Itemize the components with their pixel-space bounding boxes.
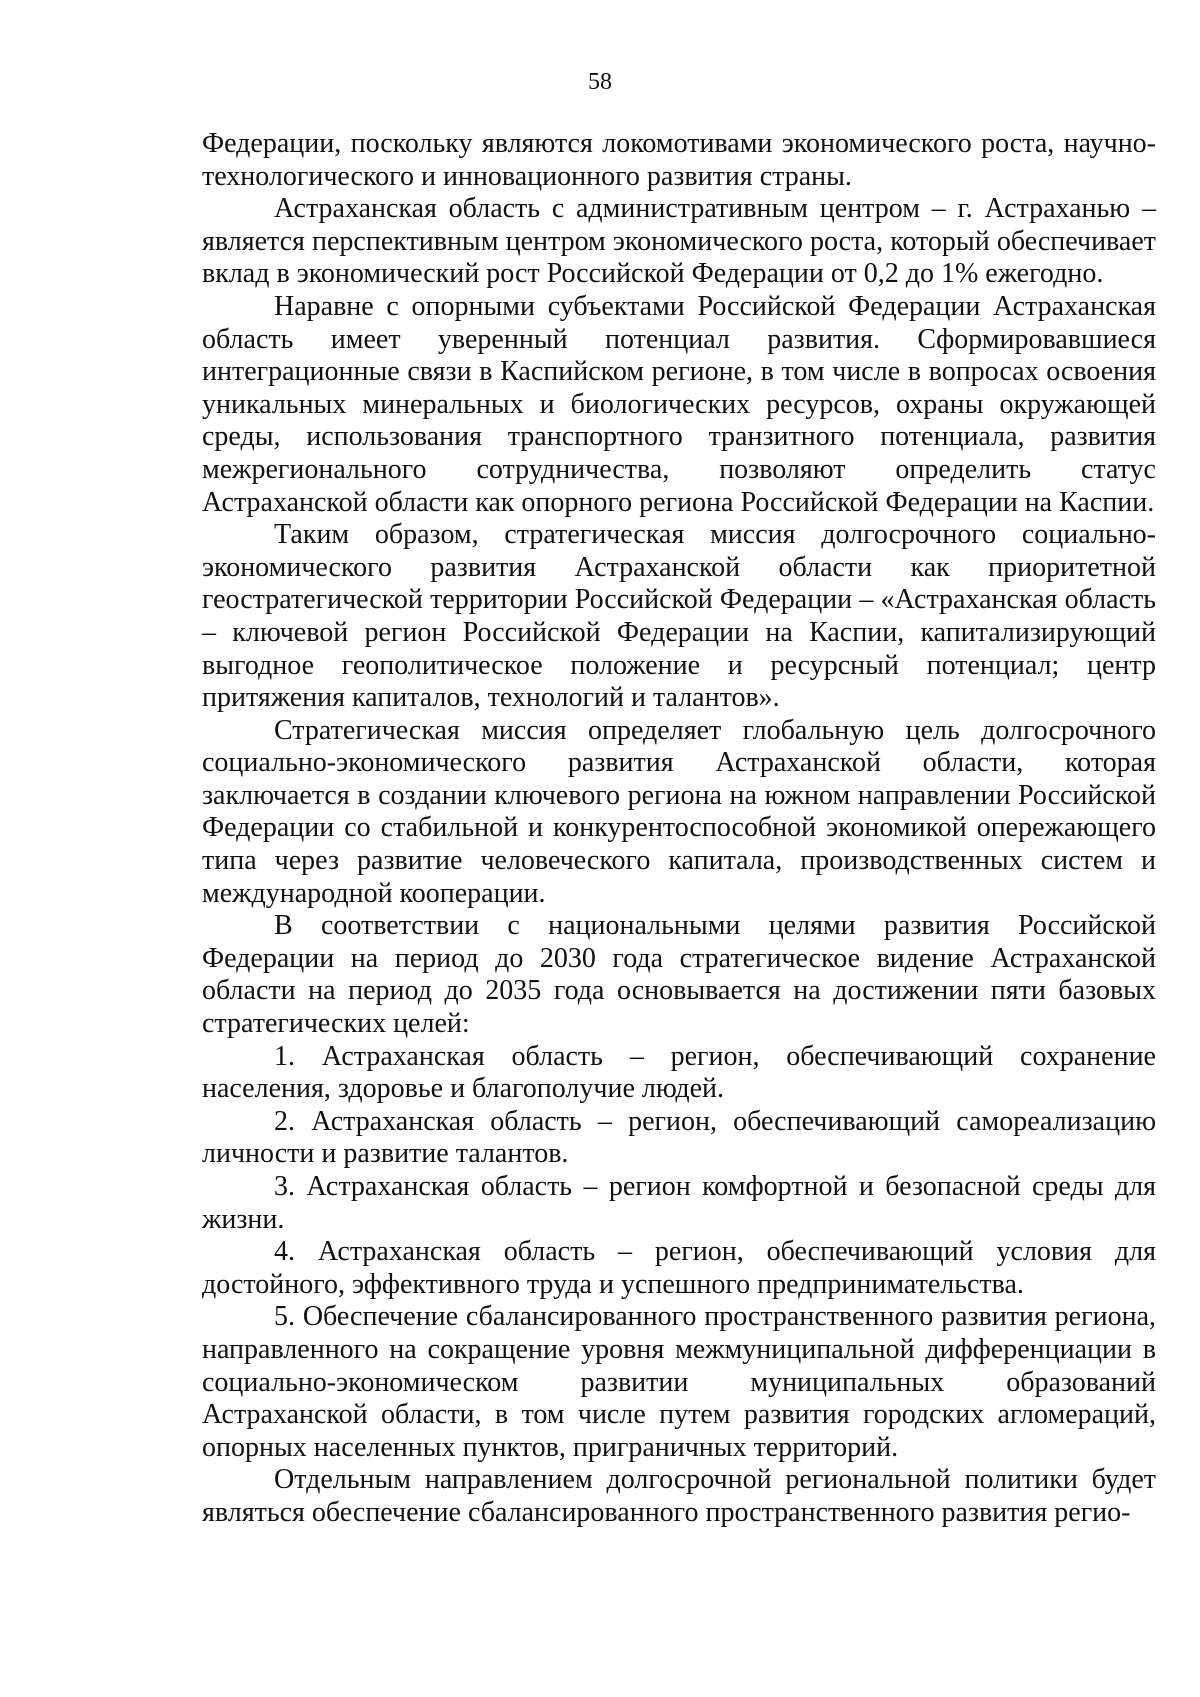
- list-item-goal-2: 2. Астраханская область – регион, обеспечивающий самореализацию личности и развитие талантов.: [202, 1105, 1156, 1170]
- list-item-goal-4: 4. Астраханская область – регион, обеспечивающий условия для достойного, эффективного труда и успешного предпринимательства.: [202, 1236, 1156, 1300]
- paragraph-4: Таким образом, стратегическая миссия долгосрочного социально-экономического развития Астраханской области как приоритетной геостратегической территории Российской Федерации – «Астраханская область – ключевой регион Российской Федерации на Каспии, капитализирующий выгодное геополитическое положение и ресурсный потенциал; центр притяжения капиталов, технологий и талантов».: [202, 519, 1156, 714]
- paragraph-5: Стратегическая миссия определяет глобальную цель долгосрочного социально-экономического развития Астраханской области, которая заключается в создании ключевого региона на южном направлении Российской Федерации со стабильной и конкурентоспособной экономикой опережающего типа через развитие человеческого капитала, производственных систем и международной кооперации.: [202, 714, 1156, 909]
- paragraph-3: Наравне с опорными субъектами Российской Федерации Астраханская область имеет уверенный потенциал развития. Сформировавшиеся интеграционные связи в Каспийском регионе, в том числе в вопросах освоения уникальных минеральных и биологических ресурсов, охраны окружающей среды, использования транспортного транзитного потенциала, развития межрегионального сотрудничества, позволяют определить статус Астраханской области как опорного региона Российской Федерации на Каспии.: [202, 290, 1156, 518]
- list-item-goal-3: 3. Астраханская область – регион комфортной и безопасной среды для жизни.: [202, 1171, 1156, 1235]
- paragraph-2: Астраханская область с административным центром – г. Астраханью – является перспективным центром экономического роста, который обеспечивает вклад в экономический рост Российской Федерации от 0,2 до 1% ежегодно.: [202, 193, 1156, 290]
- document-body: [202, 128, 1156, 1530]
- list-item-goal-1: 1. Астраханская область – регион, обеспечивающий сохранение населения, здоровье и благополучие людей.: [202, 1040, 1156, 1105]
- list-item-goal-5: 5. Обеспечение сбалансированного пространственного развития региона, направленного на сокращение уровня межмуниципальной дифференциации в социально-экономическом развитии муниципальных образований Астраханской области, в том числе путем развития городских агломераций, опорных населенных пунктов, приграничных территорий.: [202, 1301, 1156, 1463]
- paragraph-last: Отдельным направлением долгосрочной региональной политики будет являться обеспечение сбалансированного пространственного развития регио-: [202, 1464, 1156, 1528]
- paragraph-6: В соответствии с национальными целями развития Российской Федерации на период до 2030 года стратегическое видение Астраханской области на период до 2035 года основывается на достижении пяти базовых стратегических целей:: [202, 910, 1156, 1040]
- page-number: 58: [588, 69, 612, 95]
- paragraph-1: Федерации, поскольку являются локомотивами экономического роста, научно-технологического и инновационного развития страны.: [202, 128, 1156, 192]
